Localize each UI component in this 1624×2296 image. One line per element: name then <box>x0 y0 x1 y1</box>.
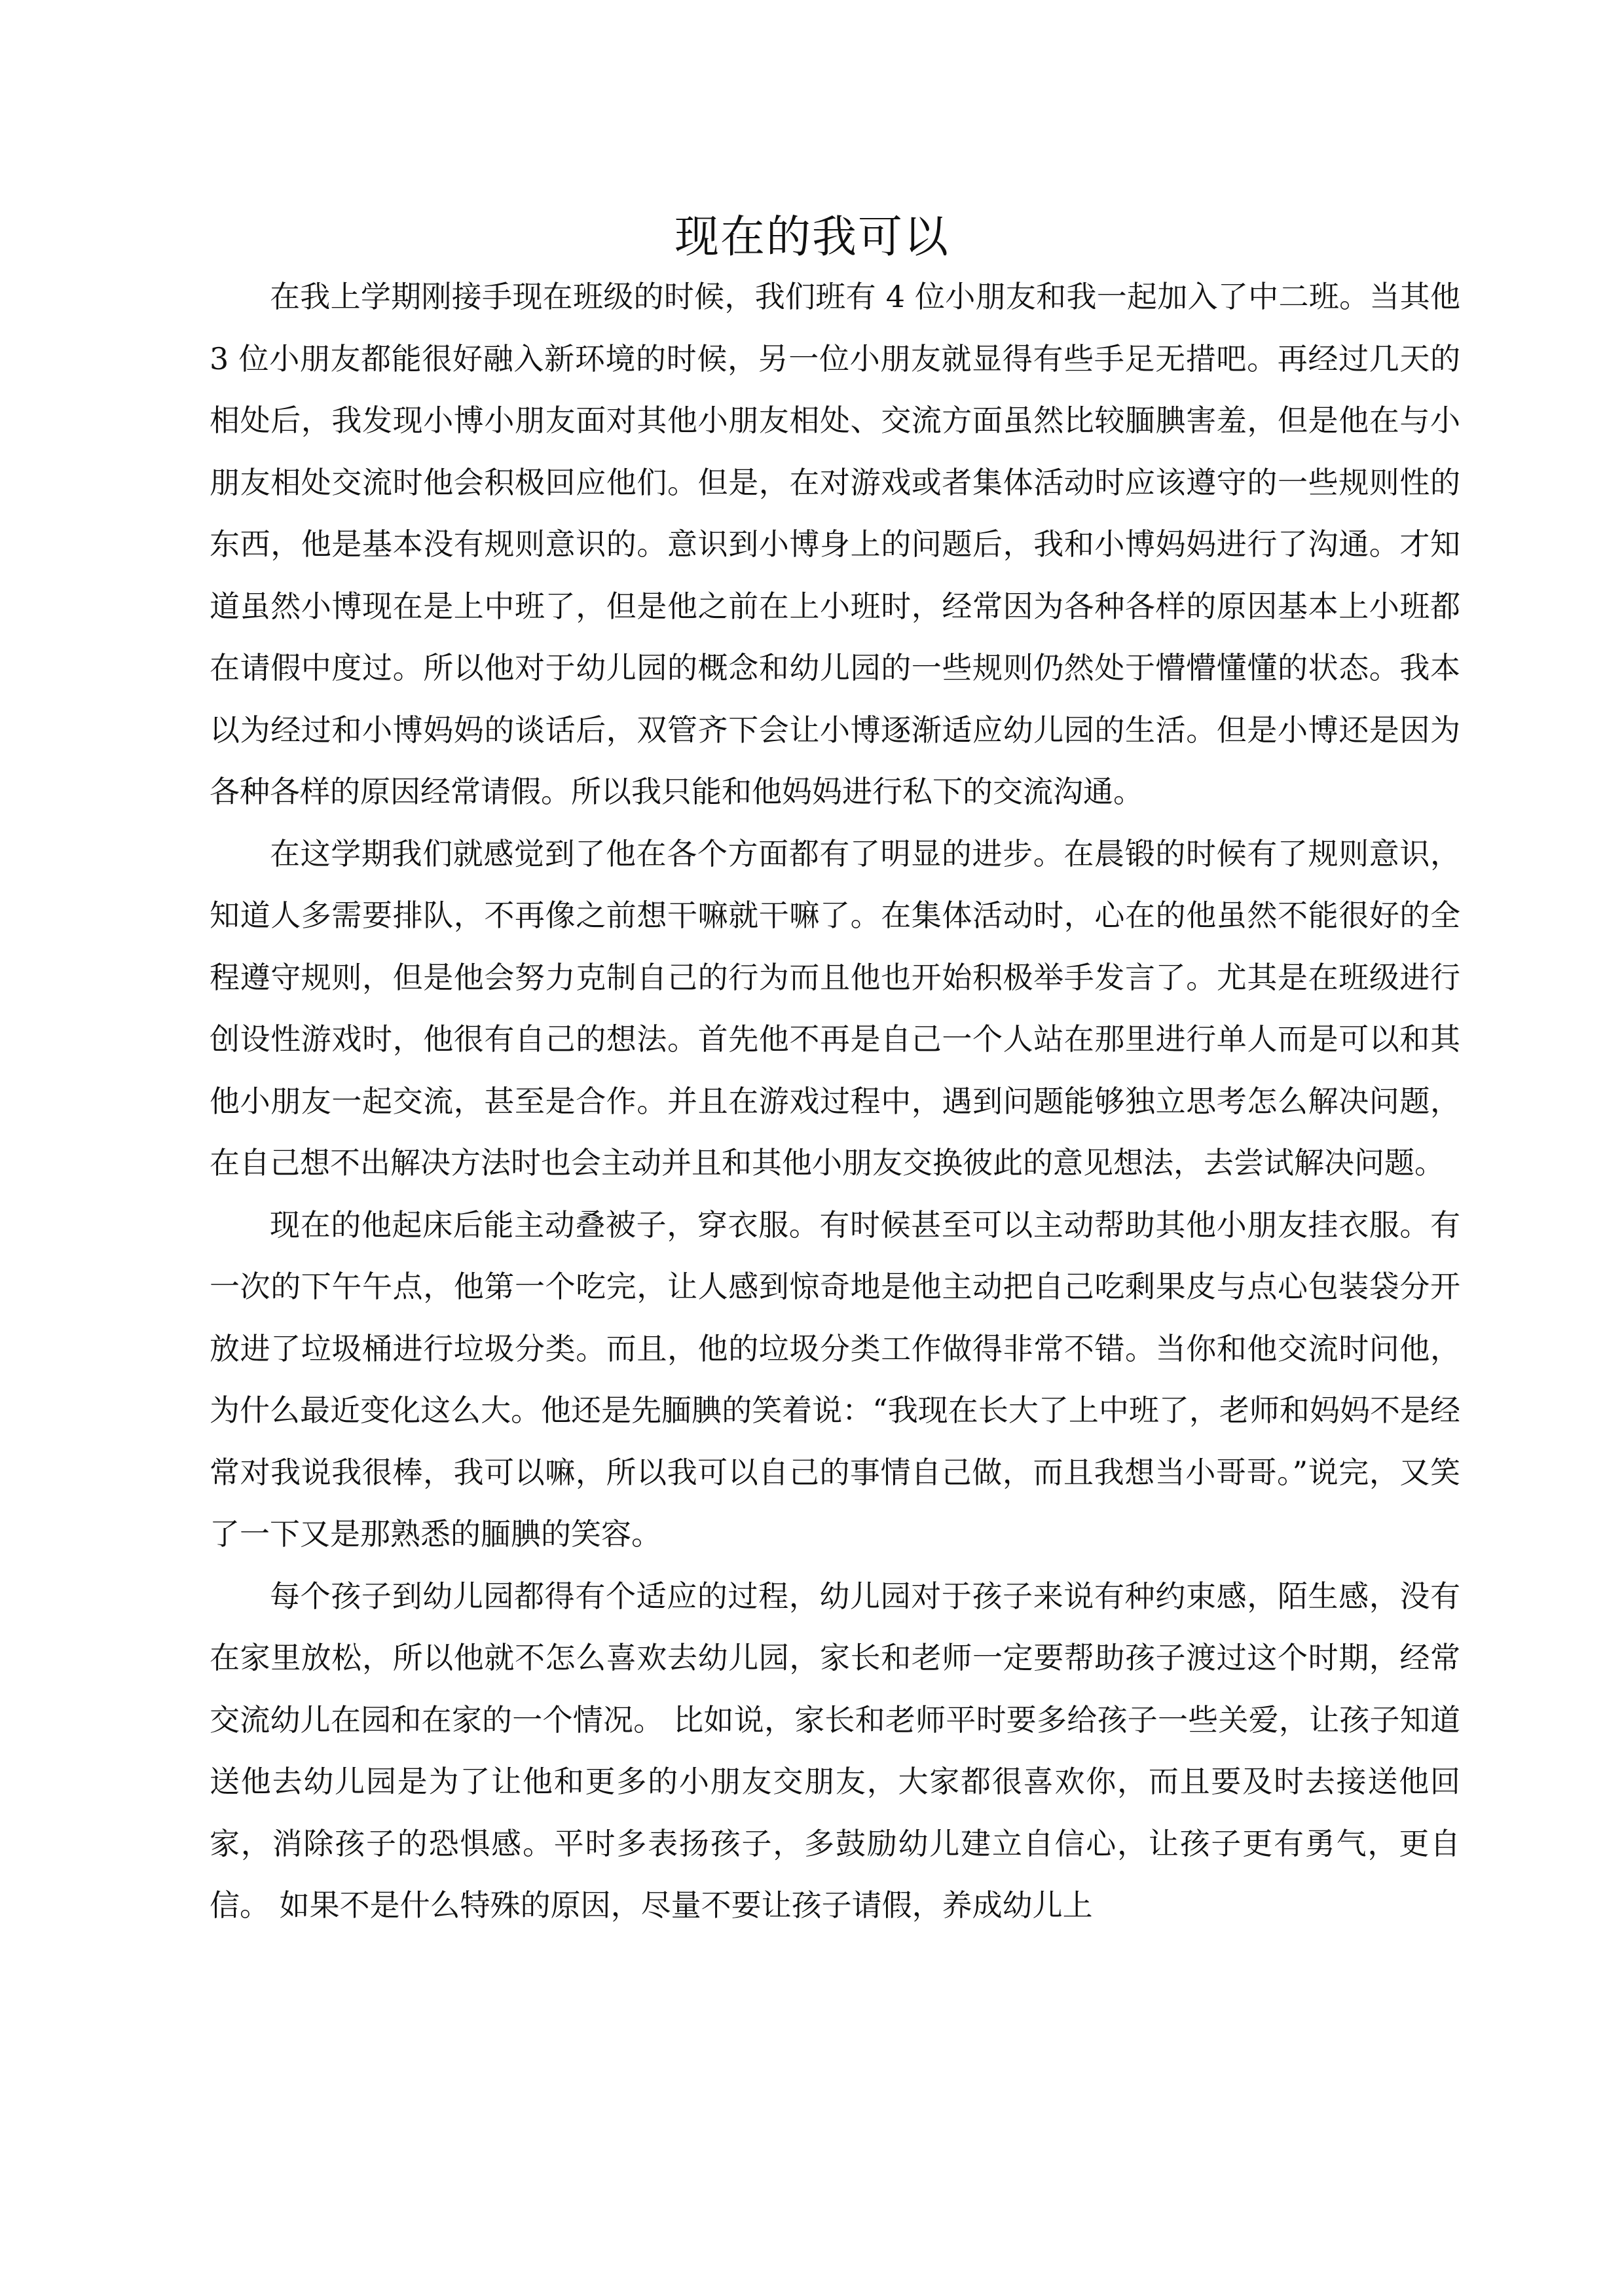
paragraph-3: 现在的他起床后能主动叠被子，穿衣服。有时候甚至可以主动帮助其他小朋友挂衣服。有一次的下午午点，他第一个吃完，让人感到惊奇地是他主动把自己吃剩果皮与点心包装袋分开放进了垃圾桶进行垃圾分类。而且，他的垃圾分类工作做得非常不错。当你和他交流时问他，为什么最近变化这么大。他还是先腼腆的笑着说：“我现在长大了上中班了，老师和妈妈不是经常对我说我很棒，我可以嘛，所以我可以自己的事情自己做，而且我想当小哥哥。”说完，又笑了一下又是那熟悉的腼腆的笑容。 <box>210 1207 1460 1552</box>
document-title: 现在的我可以 <box>674 211 950 263</box>
paragraph-1: 在我上学期刚接手现在班级的时候，我们班有 4 位小朋友和我一起加入了中二班。当其他 3 位小朋友都能很好融入新环境的时候，另一位小朋友就显得有些手足无措吧。再经过几天的相处后，我发现小博小朋友面对其他小朋友相处、交流方面虽然比较腼腆害羞，但是他在与小朋友相处交流时他会积极回应他们。但是，在对游戏或者集体活动时应该遵守的一些规则性的东西，他是基本没有规则意识的。意识到小博身上的问题后，我和小博妈妈进行了沟通。才知道虽然小博现在是上中班了，但是他之前在上小班时，经常因为各种各样的原因基本上小班都在请假中度过。所以他对于幼儿园的概念和幼儿园的一些规则仍然处于懵懵懂懂的状态。我本以为经过和小博妈妈的谈话后，双管齐下会让小博逐渐适应幼儿园的生活。但是小博还是因为各种各样的原因经常请假。所以我只能和他妈妈进行私下的交流沟通。 <box>210 279 1460 809</box>
paragraph-2: 在这学期我们就感觉到了他在各个方面都有了明显的进步。在晨锻的时候有了规则意识，知道人多需要排队，不再像之前想干嘛就干嘛了。在集体活动时，心在的他虽然不能很好的全程遵守规则，但是他会努力克制自己的行为而且他也开始积极举手发言了。尤其是在班级进行创设性游戏时，他很有自己的想法。首先他不再是自己一个人站在那里进行单人而是可以和其他小朋友一起交流，甚至是合作。并且在游戏过程中，遇到问题能够独立思考怎么解决问题，在自己想不出解决方法时也会主动并且和其他小朋友交换彼此的意见想法，去尝试解决问题。 <box>210 835 1460 1180</box>
document-body <box>210 266 1460 1937</box>
paragraph-4: 每个孩子到幼儿园都得有个适应的过程，幼儿园对于孩子来说有种约束感，陌生感，没有在家里放松，所以他就不怎么喜欢去幼儿园，家长和老师一定要帮助孩子渡过这个时期，经常交流幼儿在园和在家的一个情况。 比如说，家长和老师平时要多给孩子一些关爱，让孩子知道送他去幼儿园是为了让他和更多的小朋友交朋友，大家都很喜欢你，而且要及时去接送他回家，消除孩子的恐惧感。平时多表扬孩子，多鼓励幼儿建立自信心，让孩子更有勇气，更自信。 如果不是什么特殊的原因，尽量不要让孩子请假，养成幼儿上 <box>210 1578 1460 1923</box>
